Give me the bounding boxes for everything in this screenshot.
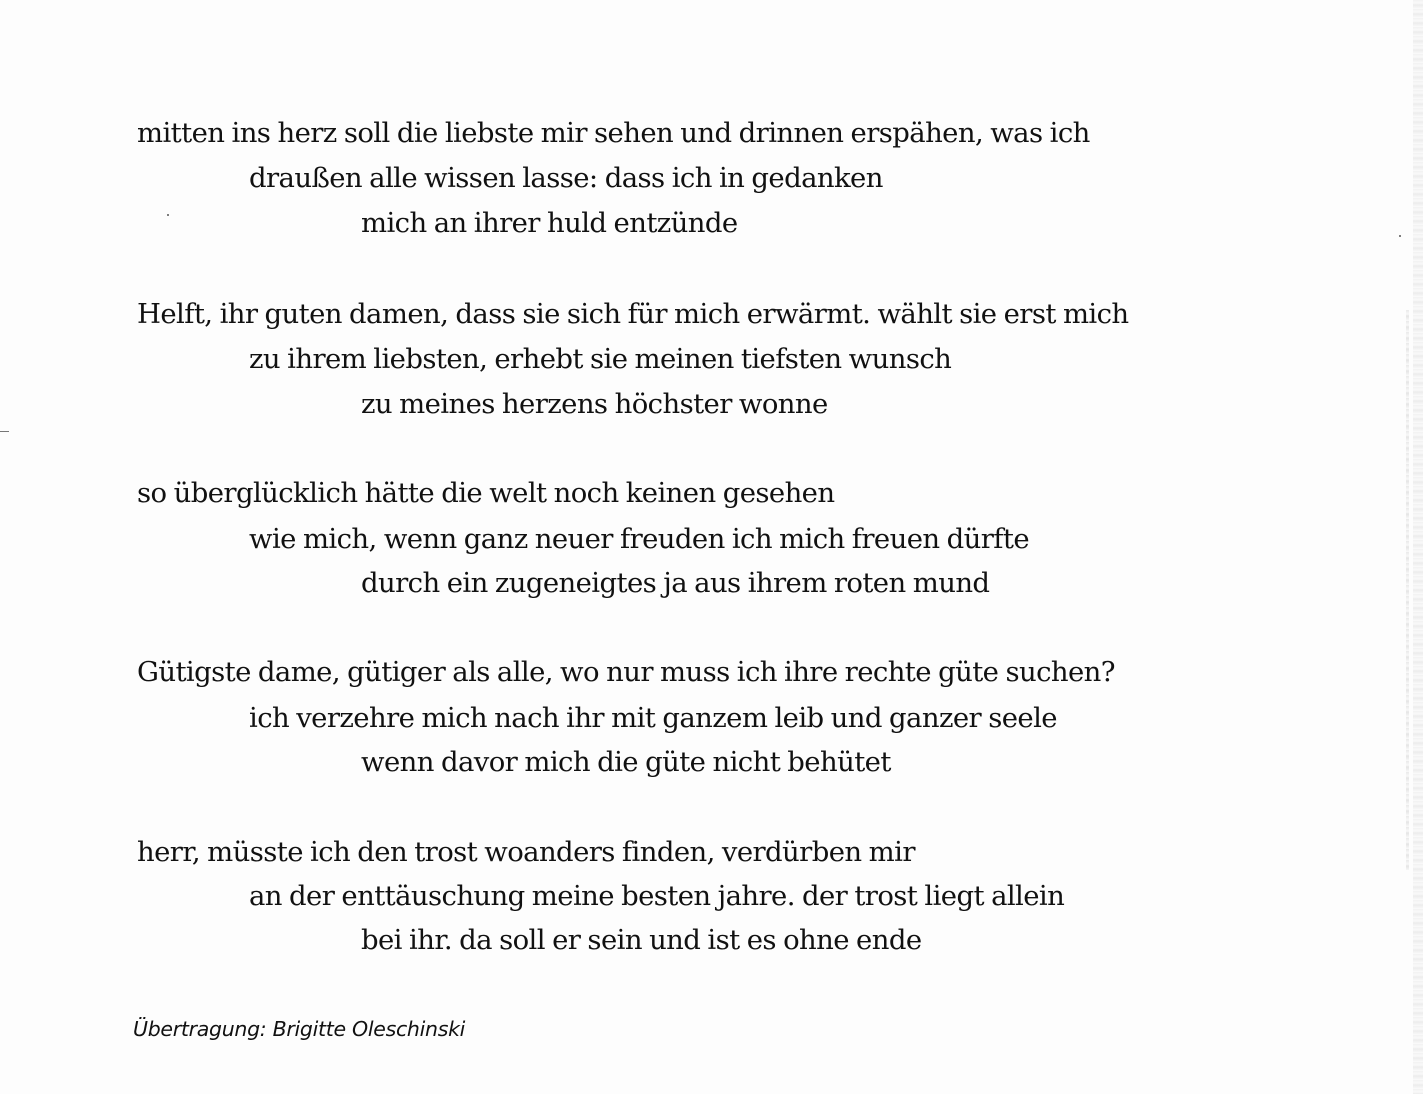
- poem-line: Helft, ihr guten damen, dass sie sich für mich erwärmt. wählt sie erst mich: [137, 298, 1129, 330]
- poem-line: bei ihr. da soll er sein und ist es ohne ende: [361, 924, 922, 956]
- poem-line: an der enttäuschung meine besten jahre. der trost liegt allein: [249, 880, 1065, 912]
- poem-line: zu ihrem liebsten, erhebt sie meinen tiefsten wunsch: [249, 343, 952, 375]
- margin-tick-mark: [0, 431, 9, 432]
- poem-line: Gütigste dame, gütiger als alle, wo nur muss ich ihre rechte güte suchen?: [137, 656, 1115, 688]
- scan-speck: [1399, 235, 1401, 237]
- poem-line: wenn davor mich die güte nicht behütet: [361, 746, 891, 778]
- scan-edge-shadow: [1413, 0, 1423, 1094]
- translation-credit: Übertragung: Brigitte Oleschinski: [133, 1017, 466, 1041]
- poem-line: mich an ihrer huld entzünde: [361, 207, 738, 239]
- poem-line: so überglücklich hätte die welt noch keinen gesehen: [137, 477, 835, 509]
- poem-line: zu meines herzens höchster wonne: [361, 388, 828, 420]
- poem-line: draußen alle wissen lasse: dass ich in gedanken: [249, 162, 883, 194]
- poem-line: mitten ins herz soll die liebste mir sehen und drinnen erspähen, was ich: [137, 117, 1090, 149]
- poem-line: ich verzehre mich nach ihr mit ganzem leib und ganzer seele: [249, 702, 1057, 734]
- poem-line: wie mich, wenn ganz neuer freuden ich mich freuen dürfte: [249, 523, 1030, 555]
- poem-line: durch ein zugeneigtes ja aus ihrem roten mund: [361, 567, 990, 599]
- poem-line: herr, müsste ich den trost woanders finden, verdürben mir: [137, 836, 915, 868]
- scan-edge-noise: [1406, 310, 1409, 870]
- scan-speck: [167, 214, 169, 216]
